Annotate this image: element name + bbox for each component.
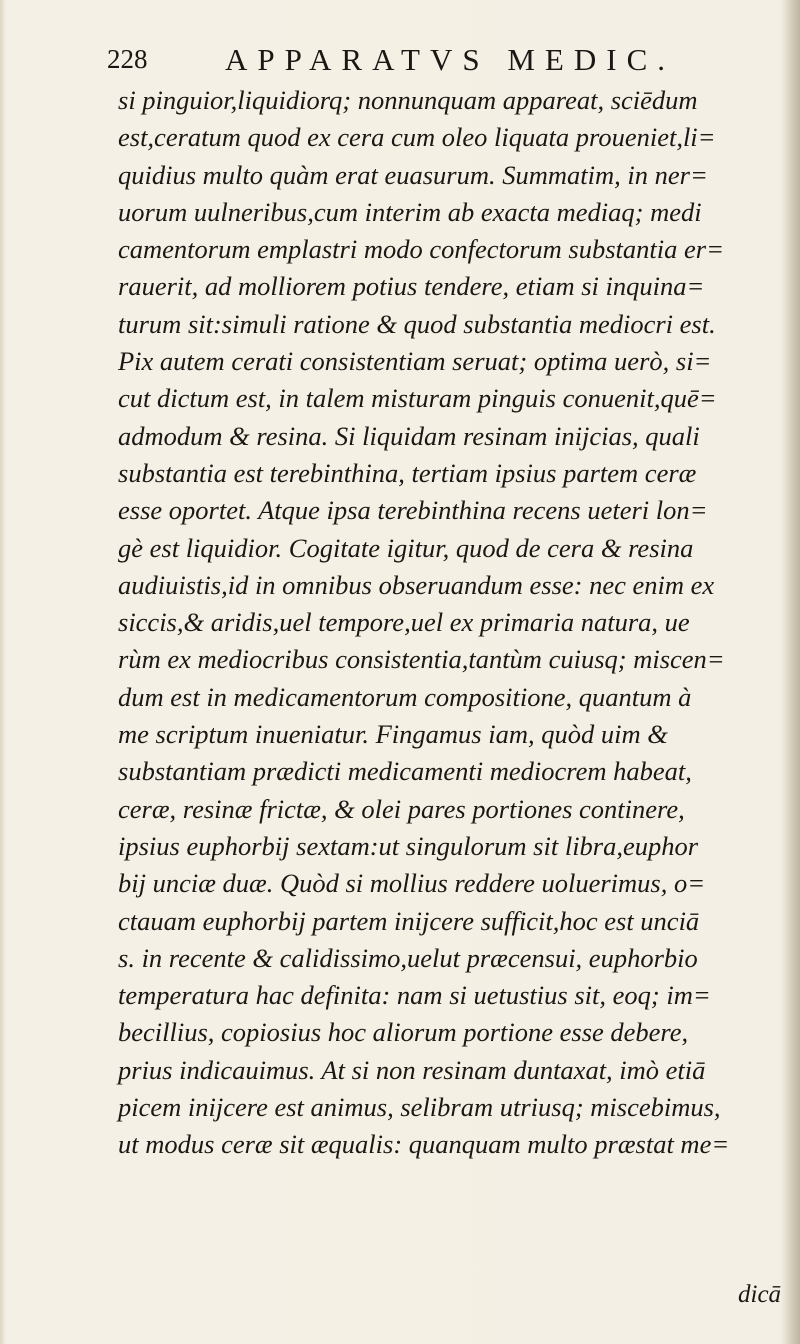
text-line: ctauam euphorbij partem inijcere sufficit,hoc est unciā xyxy=(118,905,700,936)
catchword: dicā xyxy=(738,1281,782,1308)
text-line: substantia est terebinthina, tertiam ipsius partem ceræ xyxy=(118,457,697,488)
text-line: ipsius euphorbij sextam:ut singulorum sit libra,euphor xyxy=(118,830,699,861)
page-number: 228 xyxy=(107,44,148,74)
text-line: ceræ, resinæ frictæ, & olei pares portiones continere, xyxy=(118,793,685,824)
text-line: camentorum emplastri modo confectorum substantia er= xyxy=(118,234,724,265)
text-line: Pix autem cerati consistentiam seruat; optima uerò, si= xyxy=(118,346,712,377)
text-line: audiuistis,id in omnibus obseruandum esse: nec enim ex xyxy=(118,569,715,600)
text-line: temperatura hac definita: nam si uetustius sit, eoq; im= xyxy=(118,980,711,1011)
body-text xyxy=(118,82,798,1164)
text-line: s. in recente & calidissimo,uelut præcensui, euphorbio xyxy=(118,942,698,973)
text-line: quidius multo quàm erat euasurum. Summatim, in ner= xyxy=(118,159,708,190)
text-line: bij unciæ duæ. Quòd si mollius reddere uoluerimus, o= xyxy=(118,868,706,899)
text-line: turum sit:simuli ratione & quod substantia mediocri est. xyxy=(118,308,716,339)
text-line: rauerit, ad molliorem potius tendere, etiam si inquina= xyxy=(118,271,705,302)
text-line: admodum & resina. Si liquidam resinam inijcias, quali xyxy=(118,420,700,451)
text-line: siccis,& aridis,uel tempore,uel ex primaria natura, ue xyxy=(118,607,690,638)
page-header xyxy=(0,44,800,84)
text-line: prius indicauimus. At si non resinam duntaxat, imò etiā xyxy=(118,1054,706,1085)
text-line: gè est liquidior. Cogitate igitur, quod de cera & resina xyxy=(118,532,694,563)
text-line: picem inijcere est animus, selibram utriusq; miscebimus, xyxy=(118,1092,721,1123)
text-line: cut dictum est, in talem misturam pinguis conuenit,quē= xyxy=(118,383,717,414)
text-line: ut modus ceræ sit æqualis: quanquam multo præstat me= xyxy=(118,1129,730,1160)
text-line: rùm ex mediocribus consistentia,tantùm cuiusq; miscen= xyxy=(118,644,725,675)
text-line: dum est in medicamentorum compositione, quantum à xyxy=(118,681,692,712)
text-line: si pinguior,liquidiorq; nonnunquam appareat, sciēdum xyxy=(118,85,698,115)
text-line: uorum uulneribus,cum interim ab exacta mediaq; medi xyxy=(118,196,702,227)
text-line: est,ceratum quod ex cera cum oleo liquata proueniet,li= xyxy=(118,122,716,153)
text-line: esse oportet. Atque ipsa terebinthina recens ueteri lon= xyxy=(118,495,708,526)
text-line: me scriptum inueniatur. Fingamus iam, quòd uim & xyxy=(118,719,668,750)
text-line: becillius, copiosius hoc aliorum portione esse debere, xyxy=(118,1017,689,1048)
text-line: substantiam prædicti medicamenti mediocrem habeat, xyxy=(118,756,692,787)
running-head: APPARATVS MEDIC. xyxy=(225,42,675,77)
